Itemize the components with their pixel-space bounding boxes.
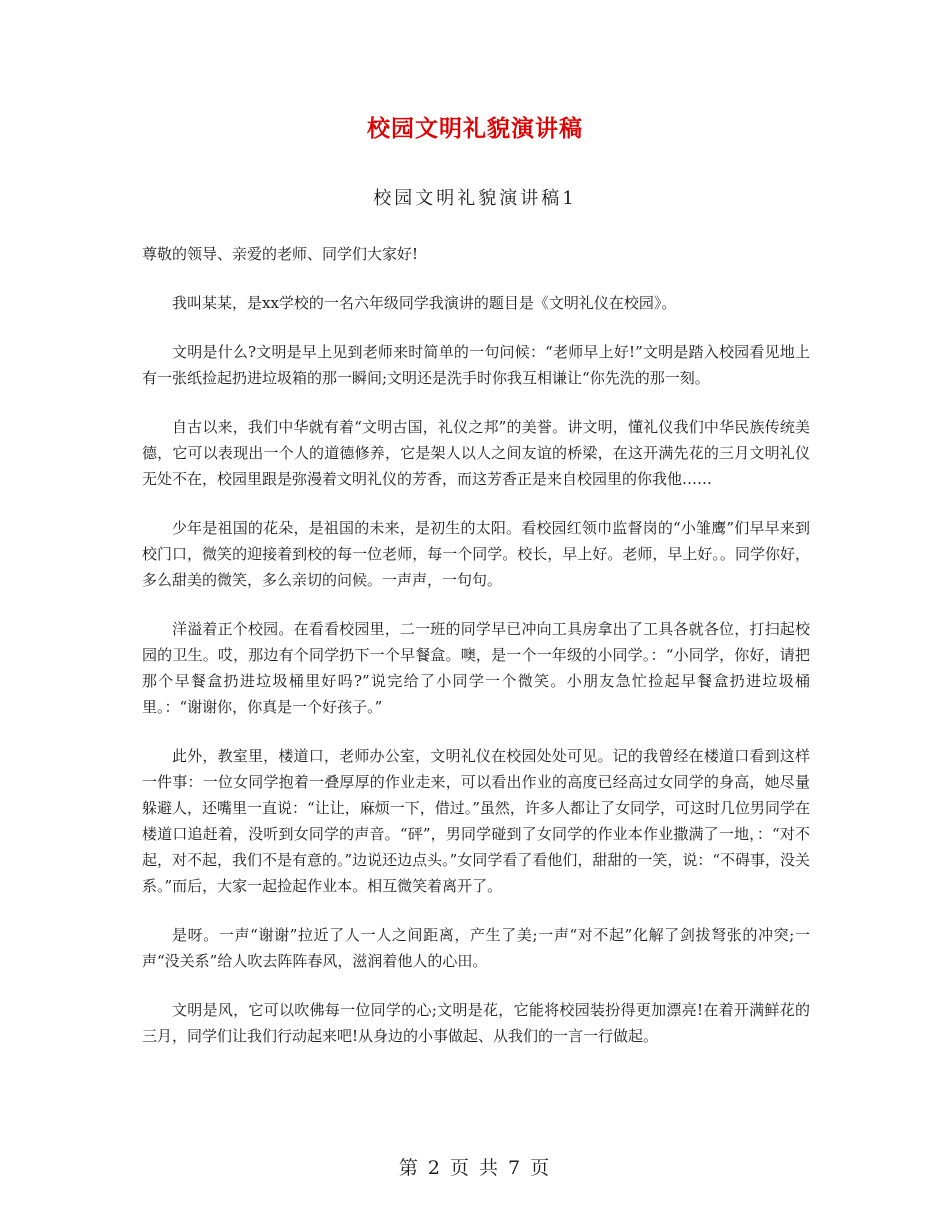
paragraph-3: 自古以来，我们中华就有着“文明古国，礼仪之邦”的美誉。讲文明，懂礼仪我们中华民族传统美德，它可以表现出一个人的道德修养，它是架人以人之间友谊的桥梁，在这开满先花的三月文明礼仪无处不在，校园里跟是弥漫着文明礼仪的芳香，而这芳香正是来自校园里的你我他……: [142, 418, 810, 488]
greeting: 尊敬的领导、亲爱的老师、同学们大家好!: [142, 245, 419, 263]
paragraph-2: 文明是什么?文明是早上见到老师来时简单的一句问候：“老师早上好!”文明是踏入校园看见地上有一张纸捡起扔进垃圾箱的那一瞬间;文明还是洗手时你我互相谦让“你先洗的那一刻。: [142, 343, 810, 387]
document-title: 校园文明礼貌演讲稿: [367, 115, 583, 142]
paragraph-1: 我叫某某，是xx学校的一名六年级同学我演讲的题目是《文明礼仪在校园》。: [172, 294, 677, 312]
paragraph-7: 是呀。一声“谢谢”拉近了人一人之间距离，产生了美;一声“对不起”化解了剑拔弩张的冲突;一声“没关系”给人吹去阵阵春风，滋润着他人的心田。: [142, 926, 810, 970]
section-title: 校园文明礼貌演讲稿1: [373, 188, 577, 209]
page-number: 第 2 页 共 7 页: [398, 1157, 552, 1179]
paragraph-5: 洋溢着正个校园。在看看校园里，二一班的同学早已冲向工具房拿出了工具各就各位，打扫起校园的卫生。哎，那边有个同学扔下一个早餐盒。噢，是一个一年级的小同学。：“小同学，你好，请把那个早餐盒扔进垃圾桶里好吗?”说完给了小同学一个微笑。小朋友急忙捡起早餐盒扔进垃圾桶里。：“谢谢你，你真是一个好孩子。”: [142, 620, 810, 716]
paragraph-4: 少年是祖国的花朵，是祖国的未来，是初生的太阳。看校园红领巾监督岗的“小雏鹰”们早早来到校门口，微笑的迎接着到校的每一位老师，每一个同学。校长，早上好。老师，早上好。。同学你好，多么甜美的微笑，多么亲切的问候。一声声，一句句。: [142, 519, 810, 589]
document-body: [142, 241, 810, 1072]
paragraph-8: 文明是风，它可以吹佛每一位同学的心;文明是花，它能将校园装扮得更加漂亮!在着开满鲜花的三月，同学们让我们行动起来吧!从身边的小事做起、从我们的一言一行做起。: [142, 1001, 810, 1045]
paragraph-6: 此外，教室里，楼道口，老师办公室，文明礼仪在校园处处可见。记的我曾经在楼道口看到这样一件事：一位女同学抱着一叠厚厚的作业走来，可以看出作业的高度已经高过女同学的身高，她尽量躲避人，还嘴里一直说：“让让，麻烦一下，借过。”虽然，许多人都让了女同学，可这时几位男同学在楼道口追赶着，没听到女同学的声音。“砰”，男同学碰到了女同学的作业本作业撒满了一地，：“对不起，对不起，我们不是有意的。”边说还边点头。”女同学看了看他们，甜甜的一笑，说：“不碍事，没关系。”而后，大家一起捡起作业本。相互微笑着离开了。: [142, 747, 811, 895]
